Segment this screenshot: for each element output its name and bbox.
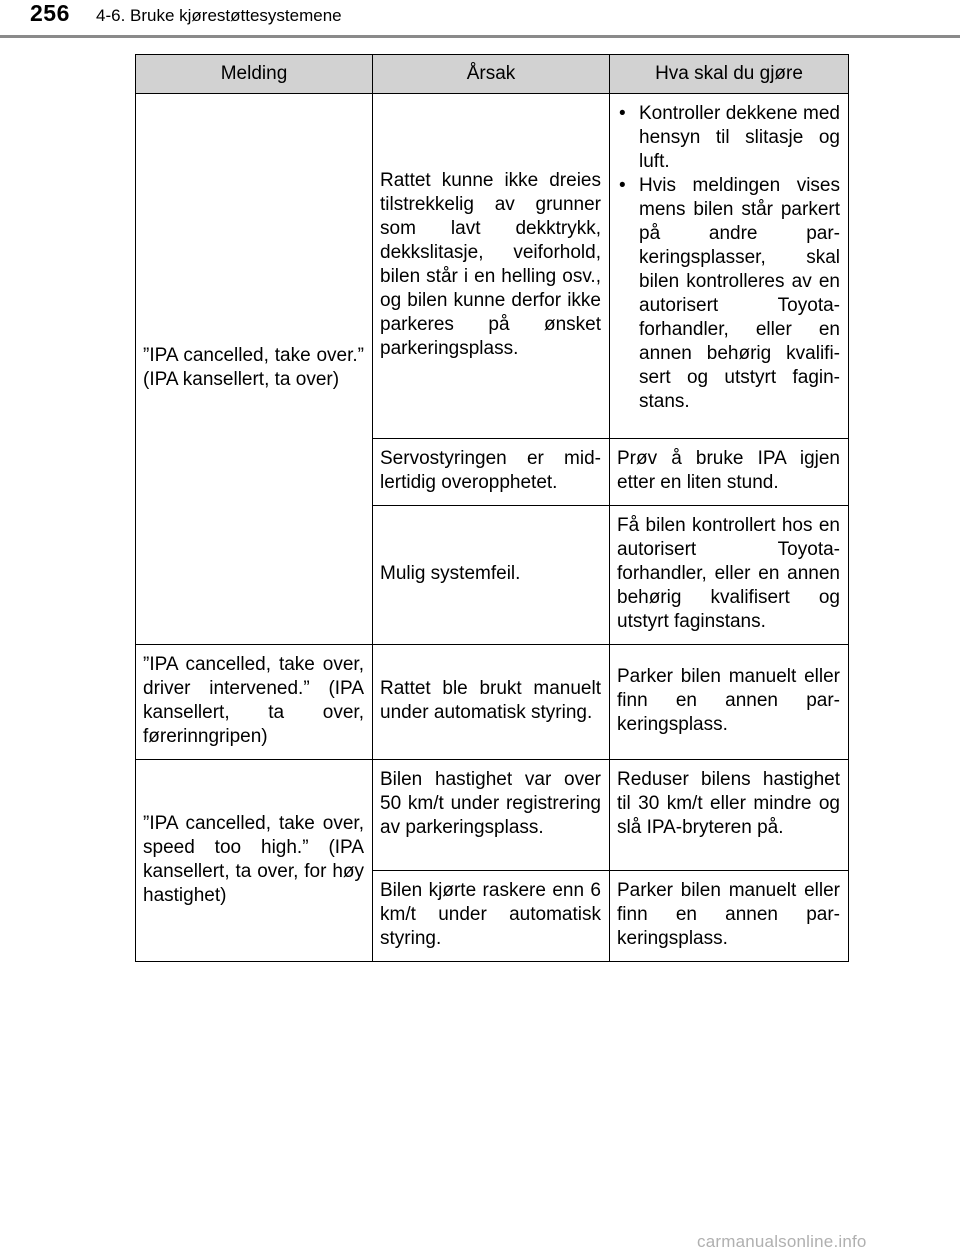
action-cell: Reduser bilens hastighet til 30 km/t eller mindre og slå IPA-bryteren på. [610,760,849,871]
action-cell: Prøv å bruke IPA igjen etter en liten stund. [610,439,849,506]
header-rule [0,35,960,38]
cause-cell: Mulig systemfeil. [373,506,610,645]
message-cell: ”IPA cancelled, take over, speed too high.” (IPA kansellert, ta over, for høy hastighet) [136,760,373,962]
column-header-action: Hva skal du gjøre [610,55,849,94]
list-item: • Hvis meldingen vises mens bilen står parkert på andre parkeringsplasser, skal bilen kontrolleres av en autorisert Toyota-forhandler, eller en annen behørig kvalifisert og utstyrt faginstans. [617,174,840,414]
table-row [136,760,849,871]
table-header-row [136,55,849,94]
action-cell [610,94,849,439]
page-number: 256 [30,0,70,26]
action-list [617,102,840,414]
cause-cell: Rattet kunne ikke dreies tilstrekkelig av grunner som lavt dekktrykk, dekkslitasje, veiforhold, bilen står i en helling osv., og bilen kunne derfor ikke parkeres på ønsket parkeringsplass. [373,94,610,439]
column-header-message: Melding [136,55,373,94]
cause-cell: Bilen hastighet var over 50 km/t under registrering av parkeringsplass. [373,760,610,871]
cause-cell: Rattet ble brukt manuelt under automatisk styring. [373,645,610,760]
section-title: 4-6. Bruke kjørestøttesystemene [96,6,342,25]
cause-cell: Servostyringen er midlertidig overopphetet. [373,439,610,506]
page-header [0,0,960,44]
cause-cell: Bilen kjørte raskere enn 6 km/t under automatisk styring. [373,871,610,962]
list-item: • Kontroller dekkene med hensyn til slitasje og luft. [617,102,840,174]
action-cell: Parker bilen manuelt eller finn en annen parkeringsplass. [610,645,849,760]
action-cell: Parker bilen manuelt eller finn en annen parkeringsplass. [610,871,849,962]
watermark-text: carmanualsonline.info [697,1232,867,1251]
message-cell: ”IPA cancelled, take over, driver intervened.” (IPA kansellert, ta over, førerinngripen) [136,645,373,760]
action-cell: Få bilen kontrollert hos en autorisert Toyota-forhandler, eller en annen behørig kvalifisert og utstyrt faginstans. [610,506,849,645]
table-row [136,645,849,760]
message-cell: ”IPA cancelled, take over.” (IPA kansellert, ta over) [136,94,373,645]
table-row [136,94,849,439]
column-header-cause: Årsak [373,55,610,94]
message-table [135,54,849,962]
